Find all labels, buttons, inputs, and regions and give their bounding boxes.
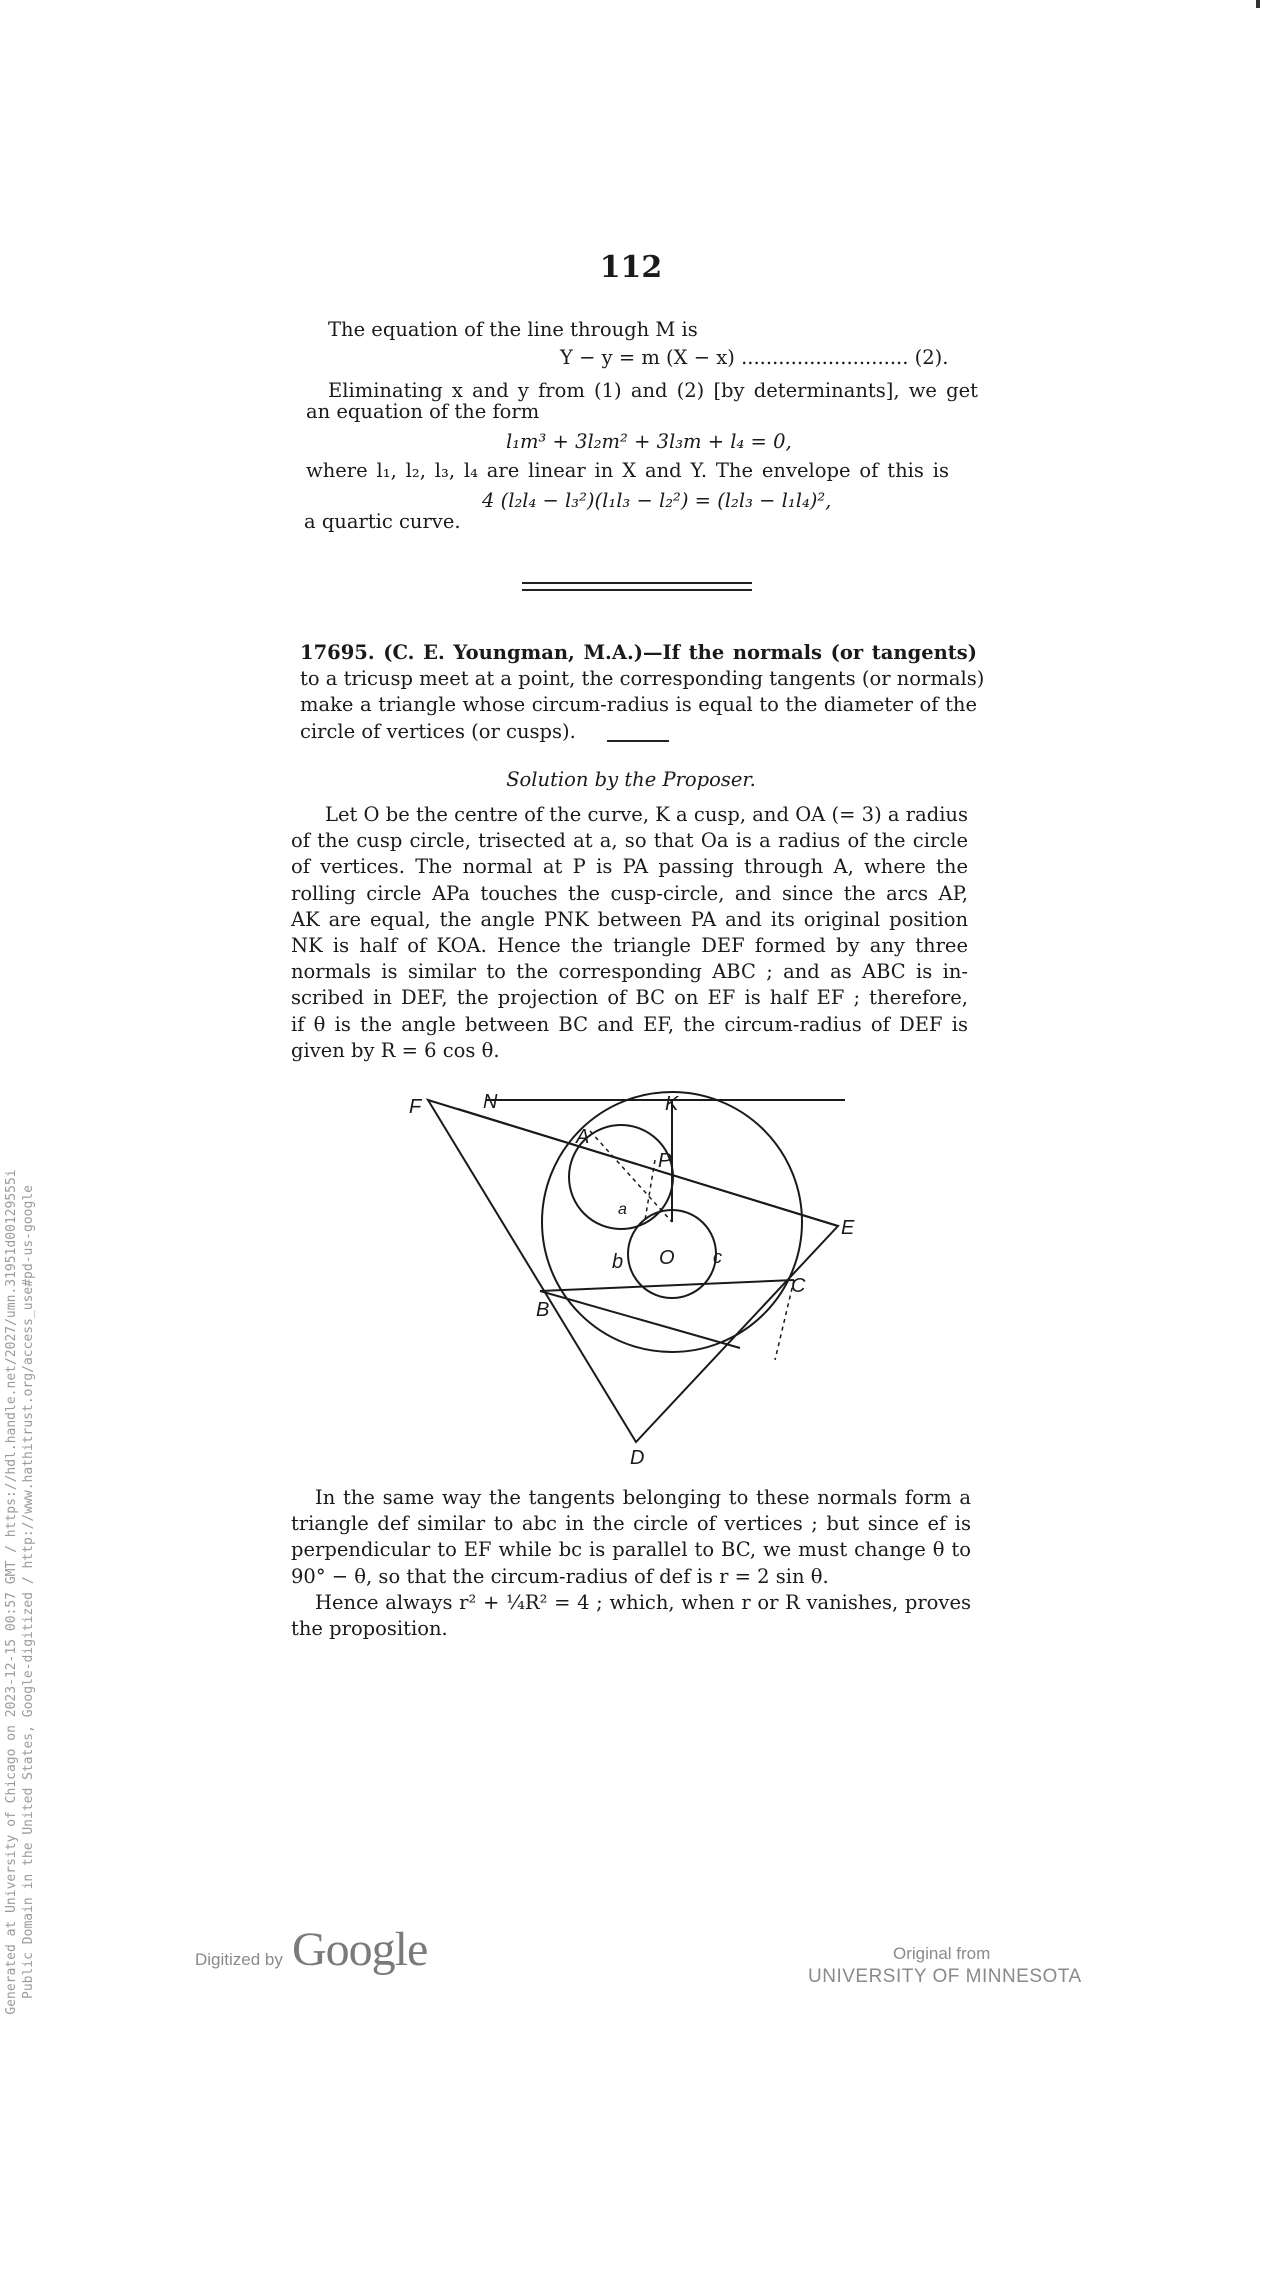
solution-line: given by R = 6 cos θ. bbox=[291, 1038, 500, 1062]
label-a-lower: a bbox=[618, 1201, 627, 1218]
label-n: N bbox=[483, 1091, 498, 1113]
solution-line: Let O be the centre of the curve, K a cusp, and OA (= 3) a radius bbox=[325, 803, 968, 826]
hathitrust-watermark bbox=[3, 892, 37, 2292]
triangle-def bbox=[428, 1100, 838, 1442]
conclusion-line: perpendicular to EF while bc is parallel to BC, we must change θ to bbox=[291, 1538, 971, 1562]
solution-line: NK is half of KOA. Hence the triangle DEF formed by any three bbox=[291, 934, 968, 958]
text-line-through-m: The equation of the line through M is bbox=[328, 318, 698, 341]
solution-line: normals is similar to the corresponding ABC ; and as ABC is in- bbox=[291, 960, 968, 984]
conclusion-line: triangle def similar to abc in the circle of vertices ; but since ef is bbox=[291, 1512, 971, 1536]
conclusion-line: 90° − θ, so that the circum-radius of def is r = 2 sin θ. bbox=[291, 1564, 829, 1588]
conclusion-line: the proposition. bbox=[291, 1617, 448, 1641]
line-b-projection bbox=[540, 1291, 740, 1348]
solution-line: if θ is the angle between BC and EF, the circum-radius of DEF is bbox=[291, 1012, 968, 1036]
solution-line: of the cusp circle, trisected at a, so that Oa is a radius of the circle bbox=[291, 829, 968, 853]
radius-oa bbox=[590, 1131, 672, 1222]
text-equation-form: an equation of the form bbox=[306, 400, 540, 423]
line-pa bbox=[458, 1109, 838, 1226]
equation-3: l₁m³ + 3l₂m² + 3l₃m + l₄ = 0, bbox=[506, 430, 792, 453]
label-b-lower: b bbox=[612, 1251, 624, 1273]
question-paragraph bbox=[300, 640, 985, 745]
label-d: D bbox=[630, 1447, 645, 1469]
question-line: make a triangle whose circum-radius is equal to the diameter of the bbox=[300, 693, 977, 717]
label-o: O bbox=[659, 1247, 675, 1269]
question-line: circle of vertices (or cusps). bbox=[300, 719, 576, 743]
institution-label: UNIVERSITY OF MINNESOTA bbox=[808, 1966, 1082, 1987]
solution-paragraph bbox=[291, 802, 968, 1064]
question-divider bbox=[607, 740, 669, 742]
question-line: 17695. (C. E. Youngman, M.A.)—If the normals (or tangents) bbox=[300, 641, 977, 664]
solution-line: of vertices. The normal at P is PA passing through A, where the bbox=[291, 855, 968, 879]
label-p: P bbox=[658, 1150, 672, 1172]
equation-2: Y − y = m (X − x) ........................... (2). bbox=[560, 346, 949, 369]
question-line: to a tricusp meet at a point, the corresponding tangents (or normals) bbox=[300, 667, 985, 691]
tricusp-figure bbox=[400, 1085, 860, 1470]
conclusion-line: In the same way the tangents belonging to these normals form a bbox=[315, 1486, 971, 1509]
label-f: F bbox=[409, 1096, 422, 1118]
conclusion-line: Hence always r² + ¼R² = 4 ; which, when r or R vanishes, proves bbox=[315, 1590, 971, 1614]
digitized-by-label: Digitized by bbox=[195, 1950, 283, 1969]
watermark-line-1: Generated at University of Chicago on 2023-12-15 00:57 GMT / https://hdl.handle.net/2027/umn.31951d00129555i bbox=[4, 1169, 19, 2015]
text-quartic: a quartic curve. bbox=[304, 510, 461, 533]
solution-heading: Solution by the Proposer. bbox=[506, 768, 756, 791]
solution-line: AK are equal, the angle PNK between PA and its original position bbox=[291, 907, 968, 931]
text-linear: where l₁, l₂, l₃, l₄ are linear in X and Y. The envelope of this is bbox=[306, 459, 949, 482]
edge-mark bbox=[1256, 0, 1260, 8]
original-from-label: Original from bbox=[893, 1944, 991, 1963]
solution-line: scribed in DEF, the projection of BC on EF is half EF ; therefore, bbox=[291, 986, 968, 1010]
label-b-upper: B bbox=[536, 1299, 550, 1321]
equation-4: 4 (l₂l₄ − l₃²)(l₁l₃ − l₂²) = (l₂l₃ − l₁l₄)², bbox=[482, 489, 832, 512]
label-e: E bbox=[841, 1217, 855, 1239]
label-c-upper: C bbox=[791, 1275, 806, 1297]
conclusion-paragraph bbox=[291, 1485, 971, 1642]
label-k: K bbox=[665, 1093, 679, 1115]
label-a-upper: A bbox=[576, 1126, 590, 1148]
google-logo: Google bbox=[292, 1923, 428, 1976]
section-rule-top bbox=[522, 582, 752, 584]
watermark-line-2: Public Domain in the United States, Google-digitized / http://www.hathitrust.org/access_use#pd-us-google bbox=[21, 1185, 36, 1999]
text-eliminating: Eliminating x and y from (1) and (2) [by determinants], we get bbox=[328, 379, 978, 402]
section-rule-bottom bbox=[522, 589, 752, 591]
line-bc bbox=[540, 1280, 794, 1291]
label-c-lower: c bbox=[713, 1247, 722, 1267]
page-number: 112 bbox=[599, 250, 663, 285]
solution-line: rolling circle APa touches the cusp-circle, and since the arcs AP, bbox=[291, 881, 968, 905]
